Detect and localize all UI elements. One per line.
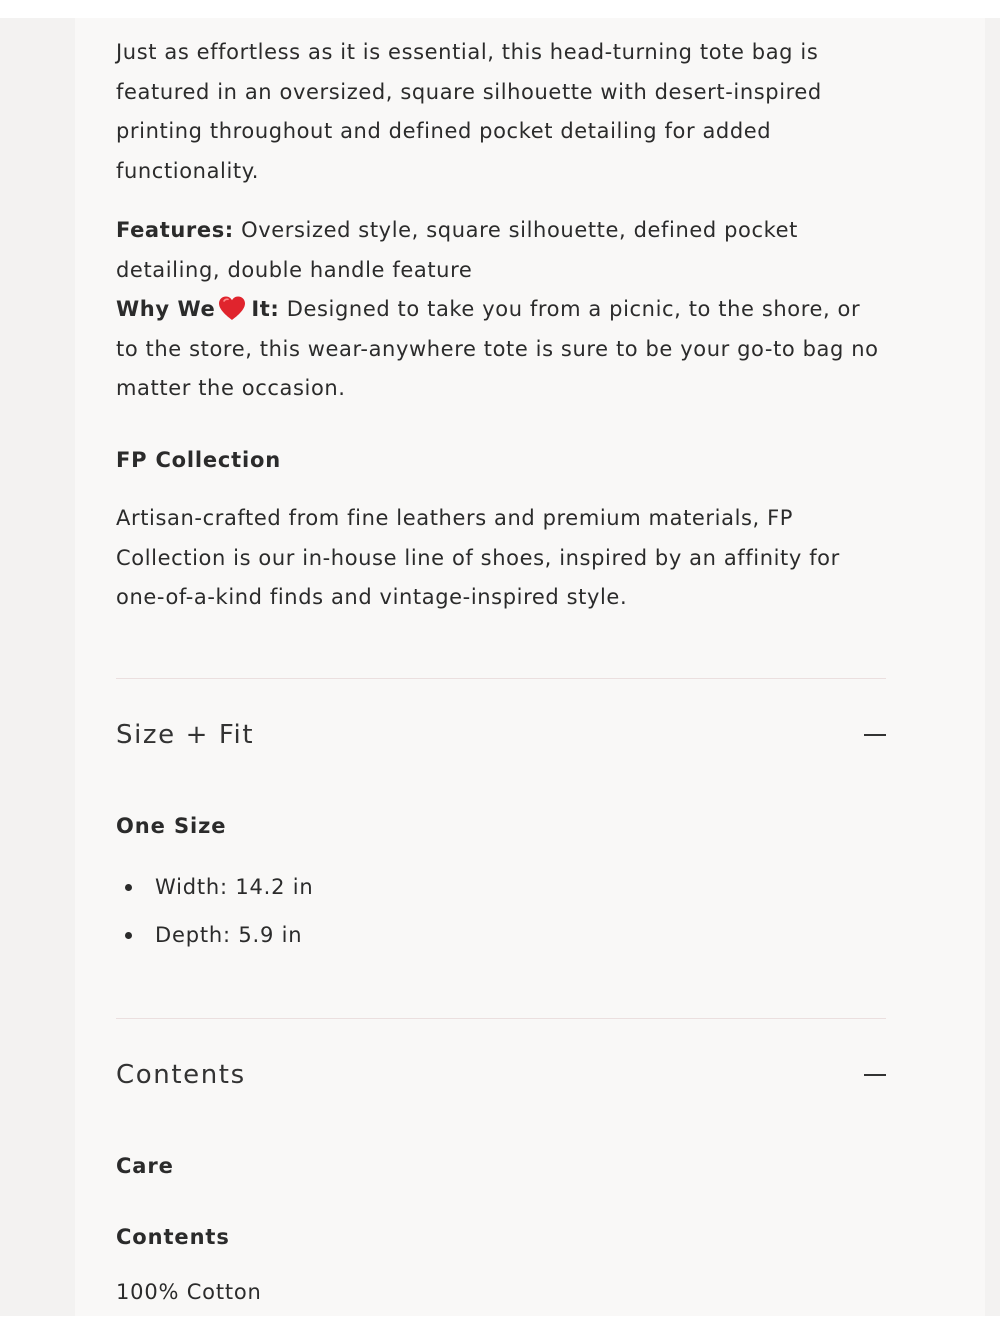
why-we-love-it-paragraph bbox=[116, 290, 886, 409]
features-text: Oversized style, square silhouette, defined pocket detailing, double handle feature bbox=[116, 218, 798, 282]
list-item bbox=[116, 916, 314, 964]
bullet-icon bbox=[125, 932, 132, 939]
contents-heading: Contents bbox=[116, 1225, 230, 1249]
minus-icon[interactable] bbox=[864, 1074, 886, 1076]
contents-value: 100% Cotton bbox=[116, 1280, 262, 1304]
care-heading: Care bbox=[116, 1154, 174, 1178]
size-depth: Depth: 5.9 in bbox=[155, 923, 303, 947]
contents-accordion-header[interactable] bbox=[116, 1055, 886, 1095]
size-width: Width: 14.2 in bbox=[155, 875, 314, 899]
one-size-heading: One Size bbox=[116, 814, 227, 838]
section-divider bbox=[116, 1018, 886, 1019]
features-paragraph bbox=[116, 211, 886, 290]
why-label-start: Why We bbox=[116, 297, 216, 321]
why-label-end: It: bbox=[251, 297, 280, 321]
size-fit-accordion-header[interactable] bbox=[116, 715, 886, 755]
bullet-icon bbox=[125, 884, 132, 891]
why-text: Designed to take you from a picnic, to the shore, or to the store, this wear-anywhere tote is sure to be your go-to bag no matter the occasion. bbox=[116, 297, 879, 400]
heart-icon bbox=[217, 295, 247, 321]
collection-heading: FP Collection bbox=[116, 448, 281, 472]
features-label: Features: bbox=[116, 218, 234, 242]
list-item bbox=[116, 868, 314, 916]
section-divider bbox=[116, 678, 886, 679]
minus-icon[interactable] bbox=[864, 734, 886, 736]
contents-title: Contents bbox=[116, 1060, 246, 1090]
description-paragraph: Just as effortless as it is essential, this head-turning tote bag is featured in an oversized, square silhouette with desert-inspired printing throughout and defined pocket detailing for added functionality. bbox=[116, 40, 822, 183]
size-fit-title: Size + Fit bbox=[116, 720, 255, 750]
collection-paragraph: Artisan-crafted from fine leathers and premium materials, FP Collection is our in-house line of shoes, inspired by an affinity for one-of-a-kind finds and vintage-inspired style. bbox=[116, 506, 840, 609]
size-list bbox=[116, 868, 314, 964]
